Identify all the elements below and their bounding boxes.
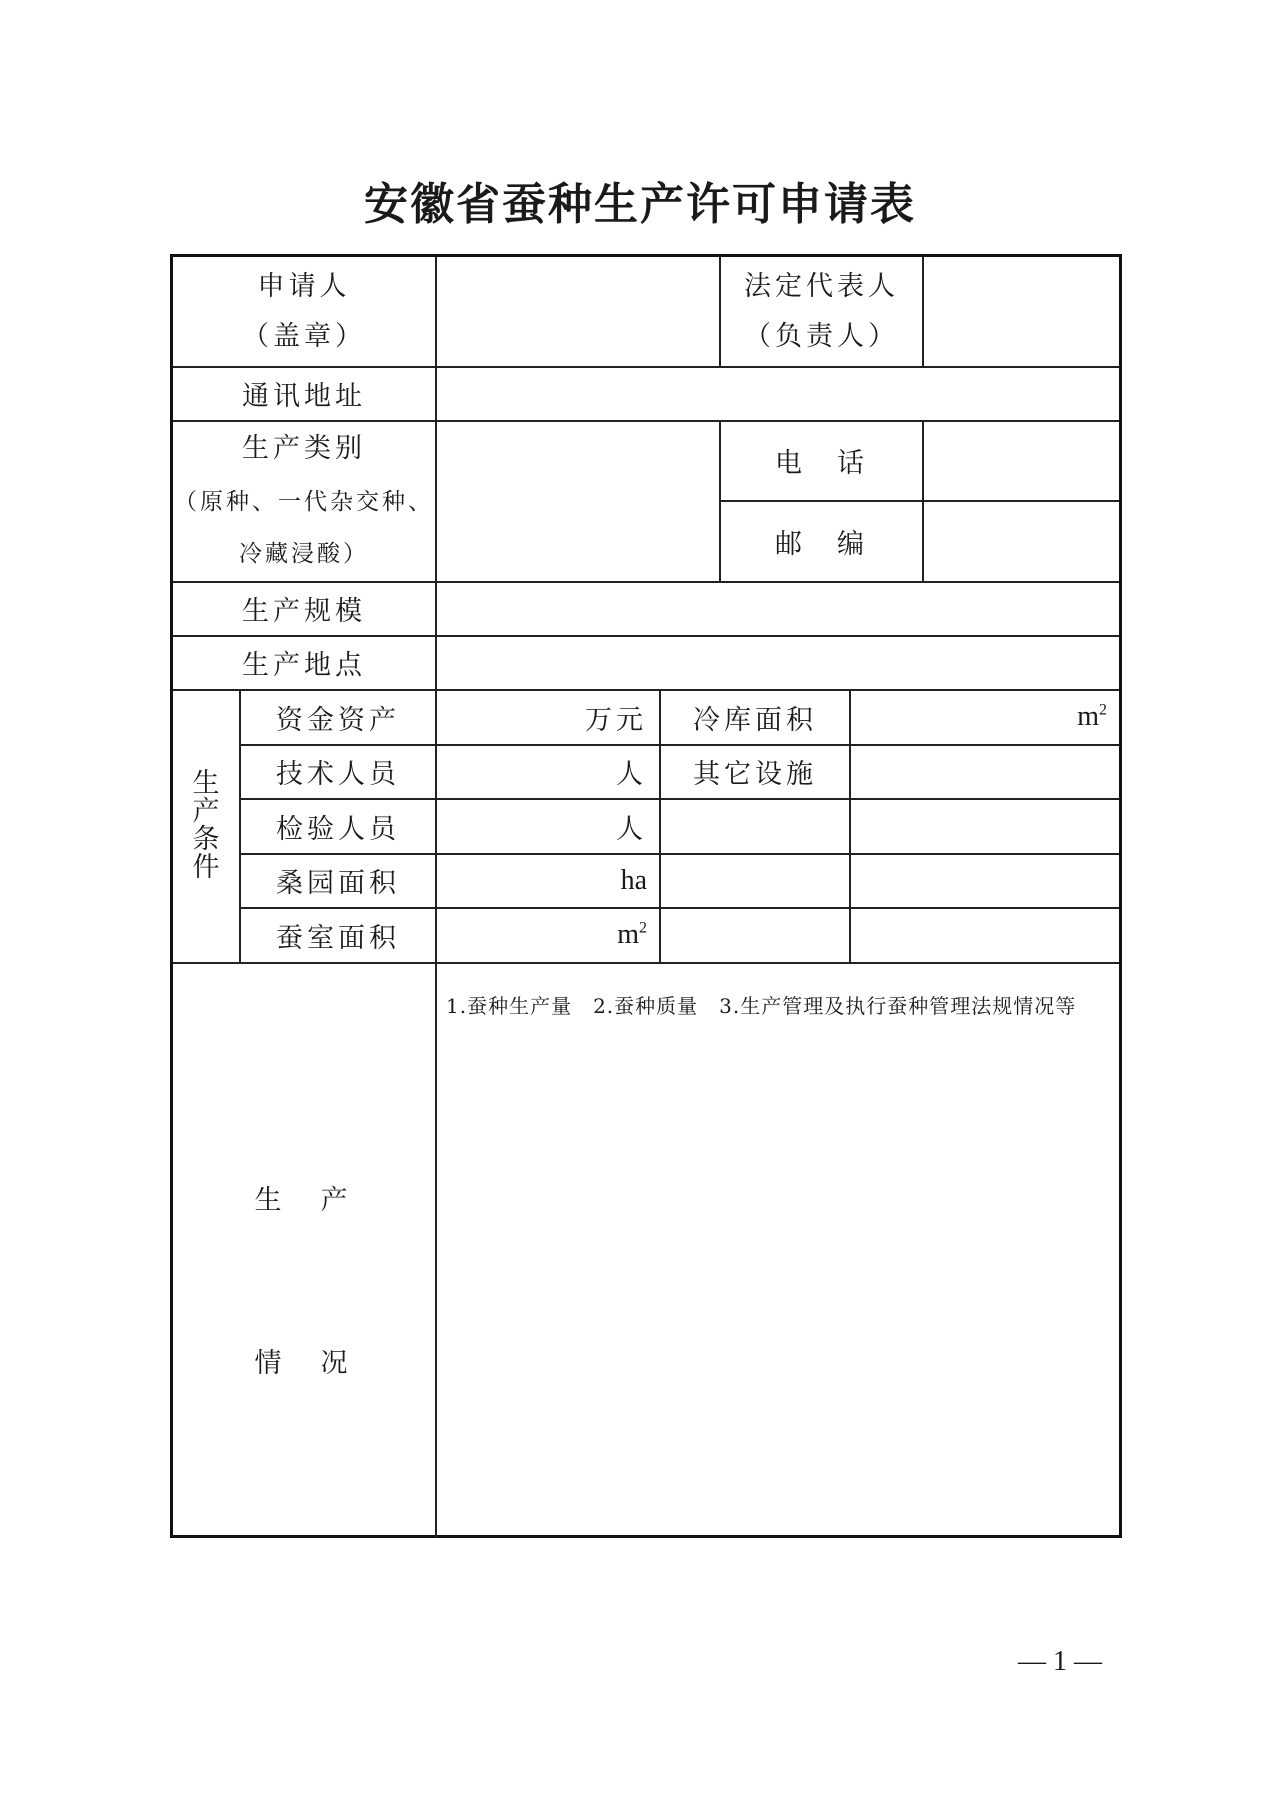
applicant-label-text: 申请人 xyxy=(257,270,351,302)
cold-storage-unit: $m^2$ xyxy=(1077,701,1107,732)
capital-field[interactable] xyxy=(437,690,659,744)
application-form-table xyxy=(170,254,1122,1538)
applicant-sub-text: （盖章） xyxy=(242,320,366,352)
phone-field[interactable] xyxy=(924,421,1119,500)
conditions-char-1: 生 xyxy=(192,768,220,799)
applicant-field[interactable] xyxy=(437,257,719,366)
postcode-field[interactable] xyxy=(924,502,1119,581)
capital-unit: 万元 xyxy=(585,704,647,736)
category-sub-text-2: 冷藏浸酸） xyxy=(239,541,369,567)
tech-staff-unit: 人 xyxy=(616,759,647,790)
conditions-group-label xyxy=(173,690,239,962)
other-facilities-label: 其它设施 xyxy=(693,759,817,790)
tech-staff-field[interactable] xyxy=(437,745,659,798)
production-situation-field[interactable] xyxy=(437,963,1119,1538)
inspectors-extra-field-2[interactable] xyxy=(851,799,1119,853)
silkworm-room-unit: $m^2$ xyxy=(617,919,647,950)
category-field[interactable] xyxy=(437,421,719,581)
silkworm-room-field[interactable] xyxy=(437,908,659,962)
cold-storage-field[interactable] xyxy=(851,690,1119,744)
mulberry-extra-field-2[interactable] xyxy=(851,854,1119,907)
postcode-label: 邮 编 xyxy=(775,529,868,560)
address-label: 通讯地址 xyxy=(242,381,366,412)
production-hint-text: 1.蚕种生产量 2.蚕种质量 3.生产管理及执行蚕种管理法规情况等 xyxy=(446,994,1077,1018)
address-field[interactable] xyxy=(437,367,1119,420)
production-label-line-1: 生 产 xyxy=(254,1185,354,1216)
capital-label: 资金资产 xyxy=(276,704,400,736)
location-label: 生产地点 xyxy=(242,650,366,681)
production-label-line-2: 情 况 xyxy=(254,1348,354,1379)
inspectors-field[interactable] xyxy=(437,799,659,853)
silkworm-room-label: 蚕室面积 xyxy=(276,922,400,954)
mulberry-field[interactable] xyxy=(437,854,659,907)
category-label-text: 生产类别 xyxy=(242,433,366,464)
production-situation-label xyxy=(173,963,435,1538)
tech-staff-label: 技术人员 xyxy=(276,759,400,790)
inspectors-unit: 人 xyxy=(616,813,647,845)
scale-label: 生产规模 xyxy=(242,596,366,627)
category-label xyxy=(173,421,435,581)
mulberry-label: 桑园面积 xyxy=(276,868,400,899)
legal-rep-sub-text: （负责人） xyxy=(744,320,899,352)
applicant-label xyxy=(173,257,435,366)
category-sub-text-1: （原种、一代杂交种、 xyxy=(174,489,434,515)
inspectors-extra-field[interactable] xyxy=(661,799,849,853)
form-title: 安徽省蚕种生产许可申请表 xyxy=(364,179,916,230)
conditions-char-3: 条 xyxy=(192,824,220,855)
other-facilities-field[interactable] xyxy=(851,745,1119,798)
page-number: — 1 — xyxy=(1018,1646,1102,1677)
conditions-char-2: 产 xyxy=(192,796,220,827)
mulberry-extra-field[interactable] xyxy=(661,854,849,907)
legal-rep-field[interactable] xyxy=(924,257,1119,366)
inspectors-label: 检验人员 xyxy=(276,813,400,845)
conditions-char-4: 件 xyxy=(192,852,220,883)
location-field[interactable] xyxy=(437,636,1119,689)
scale-field[interactable] xyxy=(437,582,1119,635)
silkworm-room-extra-field[interactable] xyxy=(661,908,849,962)
cold-storage-label: 冷库面积 xyxy=(693,704,817,736)
silkworm-room-extra-field-2[interactable] xyxy=(851,908,1119,962)
legal-rep-label xyxy=(721,257,922,366)
mulberry-unit: ha xyxy=(620,864,647,896)
legal-rep-label-text: 法定代表人 xyxy=(744,270,899,302)
phone-label: 电 话 xyxy=(775,448,868,479)
